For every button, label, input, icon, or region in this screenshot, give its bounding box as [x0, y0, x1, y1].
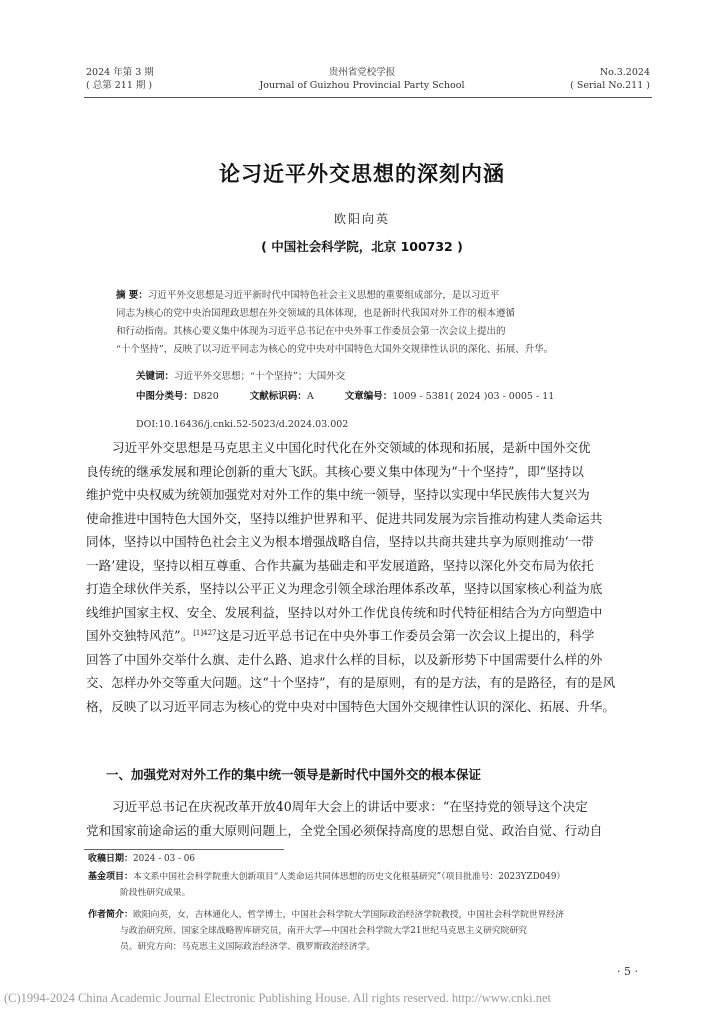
fund-text: 本文系中国社会科学院重大创新项目“人类命运共同体思想的历史文化根基研究”（项目批准号：2023YZD049） [133, 872, 566, 882]
serial-number: No.3.2024 [599, 67, 650, 78]
citation-marker: [1]427 [193, 628, 217, 637]
received-value: 2024 - 03 - 06 [133, 854, 195, 864]
body-line: 一路’建设，坚持以相互尊重、合作共赢为基础走和平发展道路，坚持以深化外交布局为依托 [86, 557, 594, 573]
article-number-label: 文章编号： [344, 391, 393, 402]
body-line-with-citation [86, 624, 652, 648]
body-text: 这是习近平总书记在中央外事工作委员会第一次会议上提出的，科学 [216, 628, 595, 643]
doccode-label: 文献标识码： [249, 391, 307, 402]
section-heading: 一、加强党对对外工作的集中统一领导是新时代中国外交的根本保证 [106, 767, 482, 782]
article-number-value: 1009 - 5381( 2024 )03 - 0005 - 11 [392, 391, 555, 402]
body-line: 回答了中国外交举什么旗、走什么路、追求什么样的目标，以及新形势下中国需要什么样的外 [86, 651, 603, 667]
bio-text: 与政治研究所、国家全球战略智库研究员，南开大学—中国社会科学院大学21世纪马克思主义研究院研究 [120, 926, 528, 936]
abstract-line: “十个坚持”，反映了以习近平同志为核心的党中央对中国特色大国外交规律性认识的深化、拓展、升华。 [116, 344, 554, 355]
body-line: 打造全球伙伴关系，坚持以公平正义为理念引领全球治理体系改革，坚持以国家核心利益为底 [86, 581, 603, 596]
footnote-received [88, 851, 662, 867]
body-line: 使命推进中国特色大国外交，坚持以维护世界和平、促进共同发展为宗旨推动构建人类命运共 [86, 510, 603, 526]
page-number: · 5 · [617, 965, 638, 978]
abstract-line: 习近平外交思想是习近平新时代中国特色社会主义思想的重要组成部分，是以习近平 [147, 290, 500, 301]
abstract-label: 摘 要： [116, 290, 148, 301]
fund-text: 阶段性研究成果。 [120, 888, 191, 898]
classification-row [136, 388, 636, 402]
copyright-watermark: (C)1994-2024 China Academic Journal Electronic Publishing House. All rights reserved. http://www.cnki.net [4, 991, 552, 1005]
body-paragraph-2 [86, 795, 652, 842]
author-name: 欧阳向英 [333, 212, 390, 226]
body-line: 维护党中央权威为统领加强党对对外工作的集中统一领导，坚持以实现中华民族伟大复兴为 [86, 487, 590, 502]
body-line: 良传统的继承发展和理论创新的重大飞跃。其核心要义集中体现为“十个坚持”，即“坚持以 [86, 463, 584, 479]
fund-label: 基金项目： [88, 872, 134, 882]
footnote-author-bio [88, 907, 662, 955]
issue-number: 2024 年第 3 期 [86, 67, 154, 78]
clc-value: D820 [193, 391, 219, 402]
journal-name-en: Journal of Guizhou Provincial Party School [259, 80, 465, 91]
body-line: 线维护国家主权、安全、发展利益，坚持以对外工作优良传统和时代特征相结合为方向塑造中 [86, 604, 603, 620]
keywords [136, 368, 345, 382]
issue-total: ( 总第 211 期 ) [86, 80, 153, 91]
footnote-fund [88, 869, 662, 901]
body-line: 同体，坚持以中国特色社会主义为根本增强战略自信，坚持以共商共建共享为原则推动‘一带 [86, 534, 594, 549]
paper-title: 论习近平外交思想的深刻内涵 [219, 161, 505, 186]
body-paragraph-1 [86, 436, 652, 718]
bio-text: 员。研究方向：马克思主义国际政治经济学、俄罗斯政治经济学。 [120, 942, 376, 952]
author-affiliation: ( 中国社会科学院，北京 100732 ) [261, 239, 463, 254]
serial-info [570, 66, 650, 92]
body-line: 党和国家前途命运的重大原则问题上，全党全国必须保持高度的思想自觉、政治自觉、行动自 [86, 822, 603, 838]
body-line: 习近平外交思想是马克思主义中国化时代化在外交领域的体现和拓展，是新中国外交优 [112, 440, 591, 455]
bio-text: 欧阳向英，女，吉林通化人，哲学博士，中国社会科学院大学国际政治经济学院教授，中国社会科学院世界经济 [133, 910, 565, 920]
keywords-label: 关键词： [136, 371, 175, 382]
clc-label: 中图分类号： [136, 391, 194, 402]
abstract [116, 287, 624, 359]
received-label: 收稿日期： [88, 854, 134, 864]
abstract-line: 同志为核心的党中央治国理政思想在外交领域的具体体现，也是新时代我国对外工作的根本遵循 [116, 308, 516, 319]
body-line: 交、怎样办外交等重大问题。这“十个坚持”，有的是原则，有的是方法，有的是路径，有的是风 [86, 675, 616, 690]
body-text: 国外交独特风范”。 [86, 628, 194, 643]
doccode-value: A [306, 391, 314, 402]
body-line: 习近平总书记在庆祝改革开放40周年大会上的讲话中要求：“在坚持党的领导这个决定 [112, 799, 588, 814]
abstract-line: 和行动指南。其核心要义集中体现为习近平总书记在中央外事工作委员会第一次会议上提出的 [116, 326, 506, 337]
header-rule [84, 97, 652, 98]
keywords-text: 习近平外交思想；“十个坚持”；大国外交 [174, 371, 346, 382]
doi: DOI:10.16436/j.cnki.52-5023/d.2024.03.002 [136, 419, 349, 430]
bio-label: 作者简介： [88, 910, 134, 920]
body-line: 格，反映了以习近平同志为核心的党中央对中国特色大国外交规律性认识的深化、拓展、升华。 [86, 698, 615, 714]
footnote-rule [84, 849, 284, 850]
serial-total: ( Serial No.211 ) [570, 80, 650, 91]
journal-name-cn: 贵州省党校学报 [328, 67, 396, 78]
